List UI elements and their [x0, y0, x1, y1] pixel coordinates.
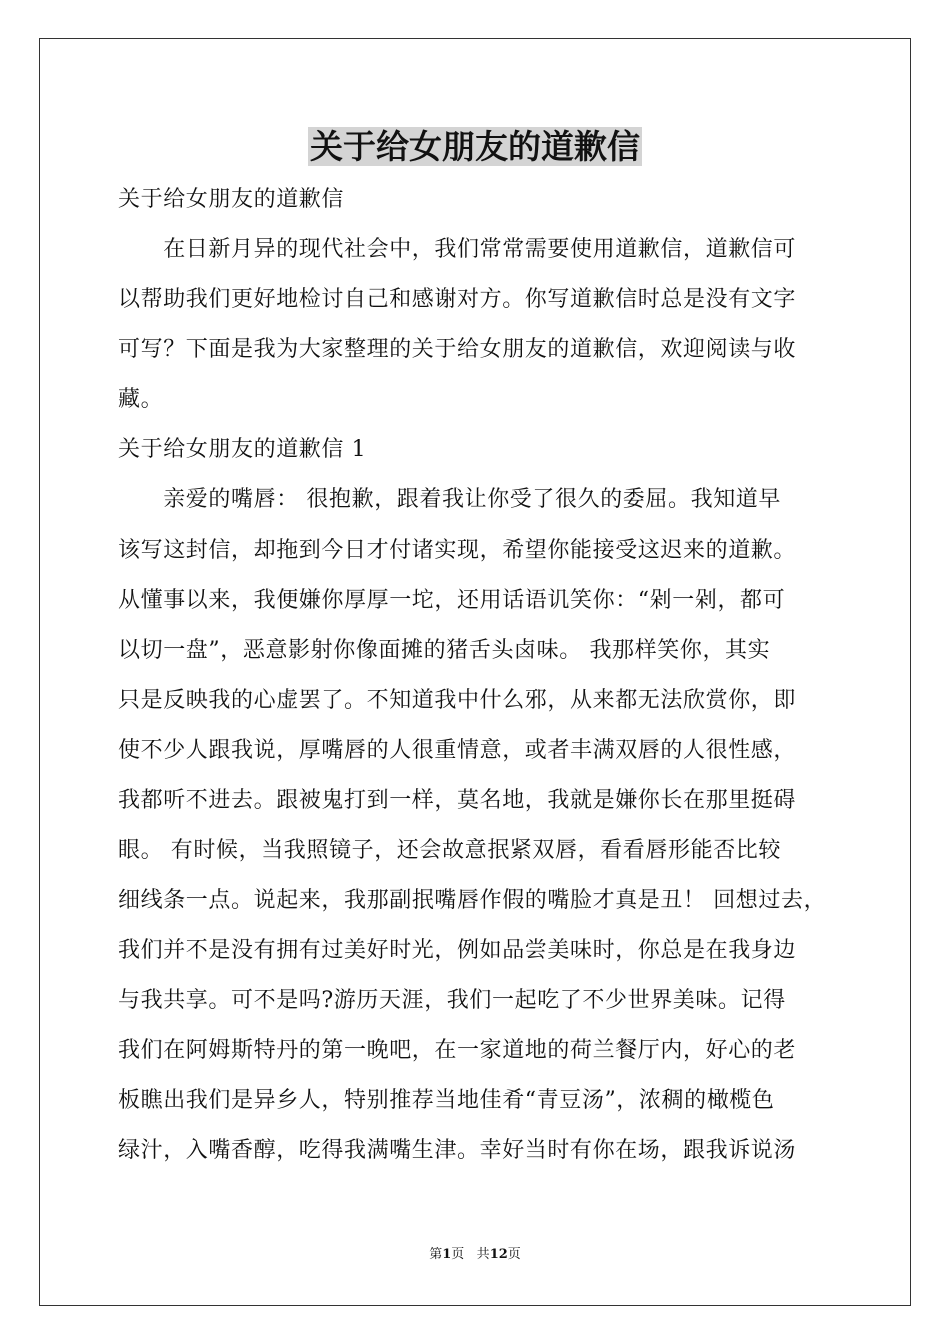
body-line: 亲爱的嘴唇： 很抱歉，跟着我让你受了很久的委屈。我知道早: [118, 487, 781, 512]
body-line: 关于给女朋友的道歉信: [118, 187, 345, 212]
page-total: 12: [489, 1247, 508, 1262]
body-line: 我们在阿姆斯特丹的第一晚吧，在一家道地的荷兰餐厅内，好心的老: [118, 1038, 797, 1063]
total-prefix: 共: [476, 1247, 490, 1262]
body-line: 绿汁，入嘴香醇，吃得我满嘴生津。幸好当时有你在场，跟我诉说汤: [118, 1138, 797, 1163]
document-title-text: 关于给女朋友的道歉信: [310, 127, 640, 166]
body-line: 与我共享。可不是吗?游历天涯，我们一起吃了不少世界美味。记得: [118, 988, 786, 1013]
total-suffix: 页: [507, 1247, 521, 1262]
page-footer: [0, 1246, 950, 1264]
body-line: 可写？下面是我为大家整理的关于给女朋友的道歉信，欢迎阅读与收: [118, 337, 797, 362]
page-prefix: 第: [429, 1247, 443, 1262]
body-line: 在日新月异的现代社会中，我们常常需要使用道歉信，道歉信可: [118, 237, 797, 262]
section-heading: 关于给女朋友的道歉信 1: [118, 437, 367, 462]
page-suffix: 页: [451, 1247, 465, 1262]
body-line: 我都听不进去。跟被鬼打到一样，莫名地，我就是嫌你长在那里挺碍: [118, 788, 797, 813]
body-line: 藏。: [118, 387, 164, 412]
body-line: 从懂事以来，我便嫌你厚厚一坨，还用话语讥笑你：“剁一剁，都可: [118, 588, 786, 613]
body-line: 我们并不是没有拥有过美好时光，例如品尝美味时，你总是在我身边: [118, 938, 797, 963]
document-title: [0, 124, 950, 170]
body-line: 板瞧出我们是异乡人，特别推荐当地佳肴“青豆汤”，浓稠的橄榄色: [118, 1088, 775, 1113]
page-current: 1: [442, 1247, 452, 1262]
body-line: 以帮助我们更好地检讨自己和感谢对方。你写道歉信时总是没有文字: [118, 287, 797, 312]
body-line: 眼。 有时候，当我照镜子，还会故意抿紧双唇，看看唇形能否比较: [118, 838, 781, 863]
body-line: 只是反映我的心虚罢了。不知道我中什么邪，从来都无法欣赏你，即: [118, 688, 797, 713]
body-line: 细线条一点。说起来，我那副抿嘴唇作假的嘴脸才真是丑！ 回想过去，: [118, 888, 827, 913]
body-line: 该写这封信，却拖到今日才付诸实现，希望你能接受这迟来的道歉。: [118, 538, 797, 563]
body-line: 使不少人跟我说，厚嘴唇的人很重情意，或者丰满双唇的人很性感，: [118, 738, 797, 763]
body-line: 以切一盘”，恶意影射你像面摊的猪舌头卤味。 我那样笑你，其实: [118, 638, 771, 663]
